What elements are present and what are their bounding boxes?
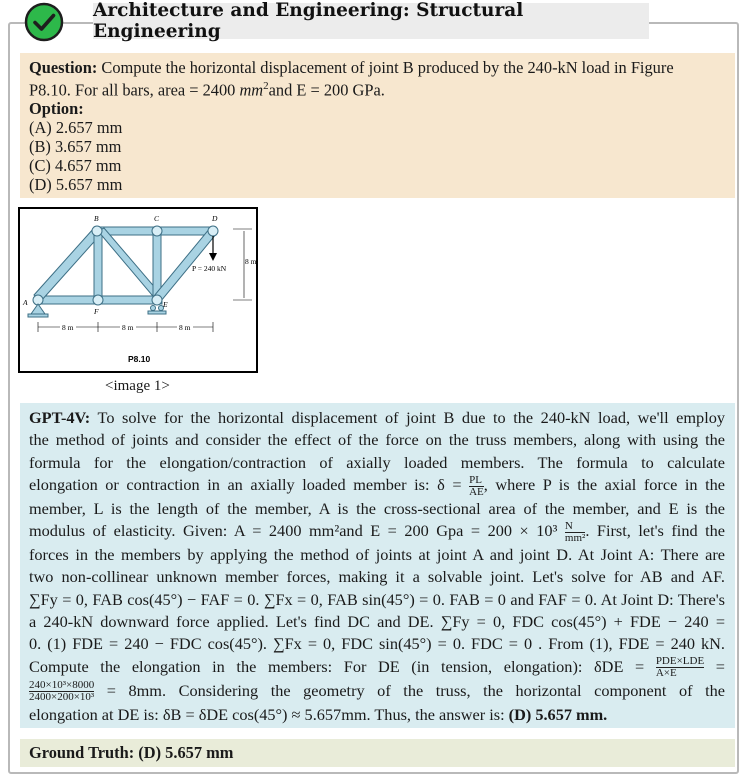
option-label: Option: [29,99,84,119]
joint-e: E [163,300,168,309]
joint-f: F [94,307,99,316]
n-mm-fraction: $\frac{N}{\text{mm²}}$ [564,519,586,544]
answer-line: elongation or contraction in an axially loaded member is: δ = $\frac{PL}{AE}$ , where P is the axial force in the [29,473,725,498]
answer-line: GPT-4V: To solve for the horizontal displacement of joint B due to the 240-kN load, we'll employ [29,408,725,427]
question-text: Compute the horizontal displacement of joint B produced by the 240-kN load in Figure [101,58,674,77]
de-fraction: $\frac{\text{PDE×LDE}}{A\times E}$ [655,655,705,680]
joint-c: C [154,214,160,223]
answer-line: the method of joints and consider the effect of the force on the truss members, along with using the [29,430,725,450]
span-label-1: 8 m [62,323,74,332]
option-a[interactable]: (A) 2.657 mm [29,118,123,138]
answer-line: 0. (1) FDE = 240 − FDC cos(45°). ∑Fx = 0, FDC sin(45°) = 0. FDC = 0 . From (1), FDE = 240 kN. [29,634,725,654]
answer-line: formula for the elongation/contraction of axially loaded members. The formula to calculate [29,452,725,472]
answer-line: a 240-kN downward force applied. Let's find DC and DE. ∑Fy = 0, FDC cos(45°) + FDE − 240 = [29,612,725,632]
question-line-2: P8.10. For all bars, area = 2400 $mm^2and$ E = 200 GPa. [29,80,385,100]
image-caption: <image 1> [105,378,170,394]
checkmark-icon [24,2,64,42]
page-title: Architecture and Engineering: Structural Engineering [93,3,649,39]
truss-figure [18,207,258,373]
question-line-1 [29,58,725,77]
answer-line: member, L is the length of the member, A is the cross-sectional area of the member, and E is the [29,498,725,518]
question-panel [20,53,735,198]
answer-line: ∑Fy = 0, FAB cos(45°) − FAF = 0. ∑Fx = 0, FAB sin(45°) = 0. FAB = 0 and FAF = 0. At Joint D: There's [29,589,725,609]
answer-line: elongation at DE is: δB = δDE cos(45°) ≈ 5.657mm. Thus, the answer is: (D) 5.657 mm. [29,704,608,724]
answer-line: two non-collinear unknown member forces, making it a solvable joint. Let's solve for AB and AF. [29,567,725,587]
answer-line: Compute the elongation in the members: For DE (in tension, elongation): δDE = $\frac{\text{PDE×LDE}}{A\times E}$ = [29,655,725,680]
joint-b: B [94,214,99,223]
option-c[interactable]: (C) 4.657 mm [29,156,122,176]
value-fraction: $\frac{\text{240×10³×8000}}{\text{2400×200×10³}}$ [29,679,95,704]
answer-line: forces in the members by applying the method of joints at joint A and joint D. At Joint A: There are [29,545,725,565]
pl-ae-fraction: $\frac{PL}{AE}$ [469,473,484,498]
span-label-3: 8 m [179,323,191,332]
option-d[interactable]: (D) 5.657 mm [29,175,123,195]
load-label: P = 240 kN [192,264,227,273]
joint-d: D [212,214,218,223]
joint-a: A [23,298,28,307]
answer-line: modulus of elasticity. Given: A = 2400 mm²and E = 200 Gpa = 200 × 10³ $\frac{N}{\text{mm²}}$ . First, let's find the [29,519,725,544]
height-label: 8 m [245,257,256,266]
question-label: Question: [29,58,98,77]
answer-final: (D) 5.657 mm. [508,704,608,724]
option-b[interactable]: (B) 3.657 mm [29,137,122,157]
span-label-2: 8 m [122,323,134,332]
ground-truth: Ground Truth: (D) 5.657 mm [20,739,735,767]
answer-panel [20,403,735,728]
figure-label: P8.10 [128,354,151,364]
answer-line: $\frac{\text{240×10³×8000}}{\text{2400×200×10³}}$ = 8mm. Considering the geometry of the truss, the horizontal component of the [29,679,725,704]
